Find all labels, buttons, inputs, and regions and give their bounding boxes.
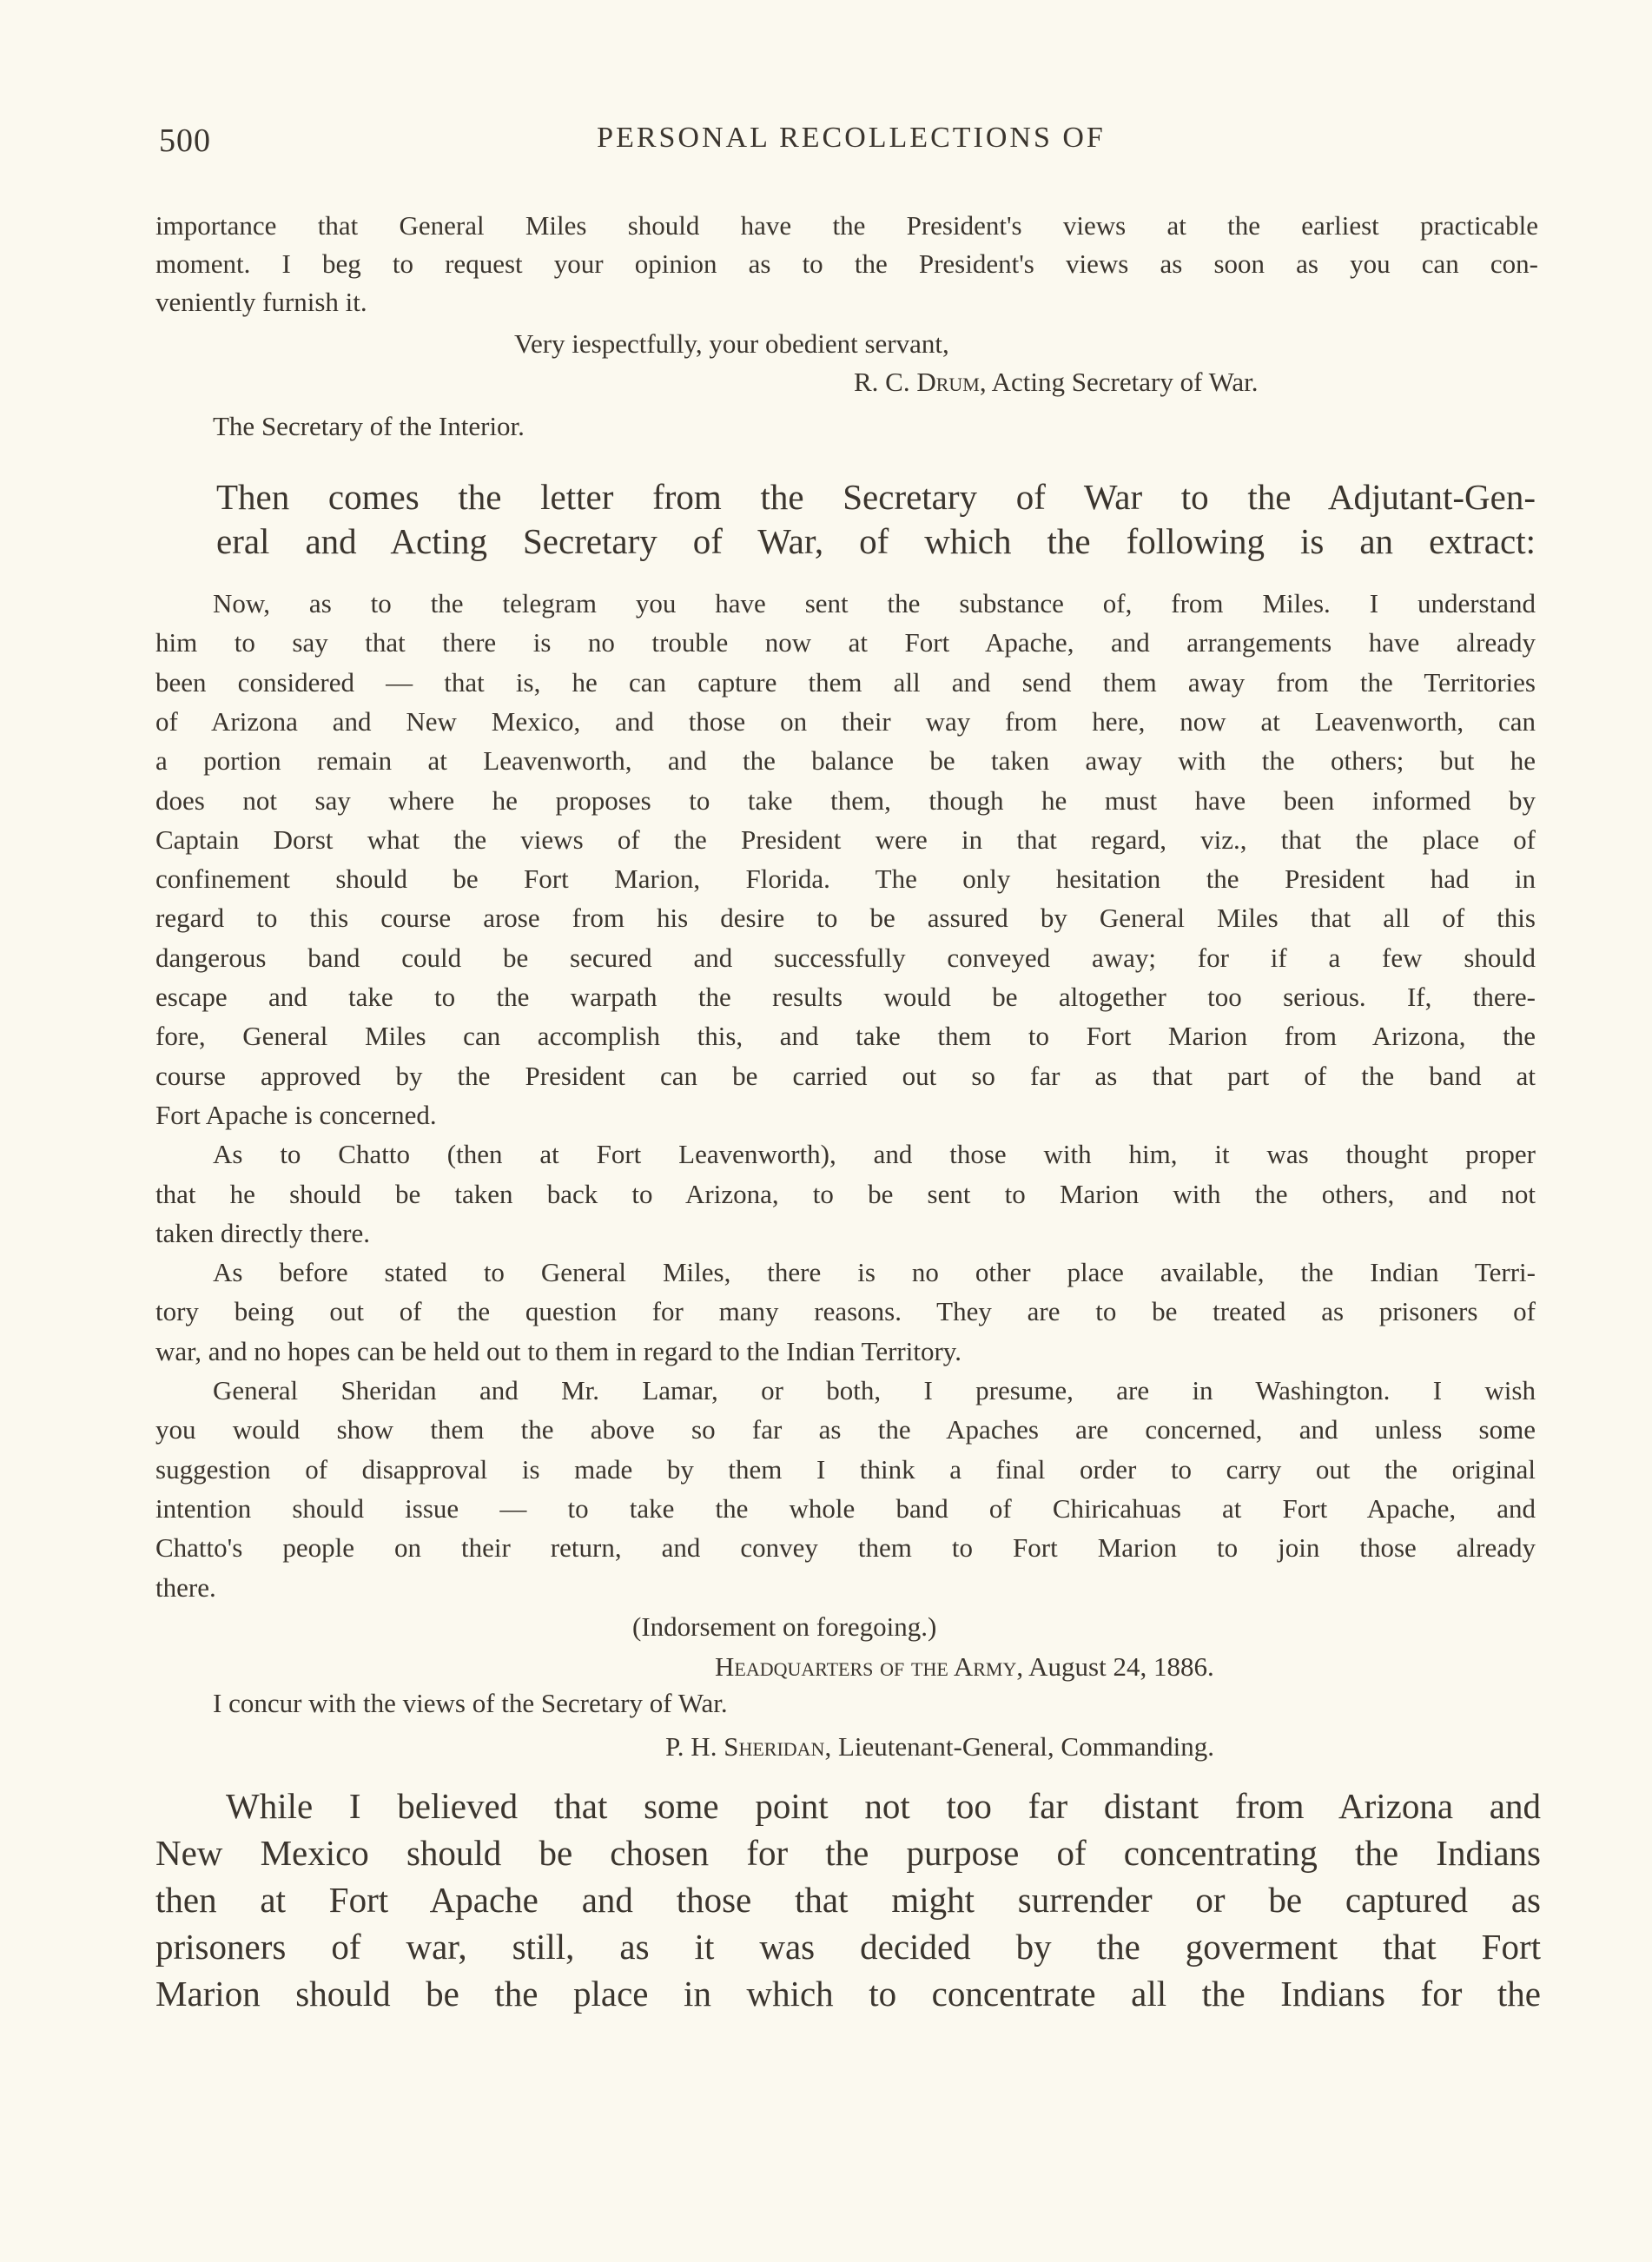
text-line: Now, as to the telegram you have sent the substance of, from Miles. I understand	[213, 588, 1536, 618]
page-number: 500	[159, 122, 211, 159]
text-line: moment. I beg to request your opinion as to the President's views as soon as you can con-	[155, 248, 1538, 279]
running-title: PERSONAL RECOLLECTIONS OF	[597, 122, 1106, 154]
text-line: him to say that there is no trouble now at Fort Apache, and arrangements have already	[155, 627, 1536, 658]
text-line: General Sheridan and Mr. Lamar, or both, I presume, are in Washington. I wish	[213, 1375, 1536, 1405]
text-line: there.	[155, 1571, 216, 1603]
signature-initials: P. H.	[665, 1731, 724, 1762]
text-line: Fort Apache is concerned.	[155, 1099, 437, 1130]
text-line: While I believed that some point not too far distant from Arizona and	[226, 1786, 1541, 1826]
text-line: then at Fort Apache and those that might surrender or be captured as	[155, 1880, 1541, 1920]
text-line: eral and Acting Secretary of War, of which the following is an extract:	[216, 521, 1536, 561]
text-line: escape and take to the warpath the results would be altogether too serious. If, there-	[155, 982, 1536, 1012]
signature-title: , Lieutenant-General, Commanding.	[824, 1731, 1214, 1762]
text-line: Then comes the letter from the Secretary of War to the Adjutant-Gen-	[216, 477, 1536, 517]
indorsement-text: I concur with the views of the Secretary of War.	[213, 1688, 728, 1718]
text-line: New Mexico should be chosen for the purpose of concentrating the Indians	[155, 1833, 1541, 1873]
text-line: confinement should be Fort Marion, Florida. The only hesitation the President had in	[155, 863, 1536, 895]
signature-name: Drum	[916, 367, 980, 397]
letter-signature	[854, 367, 1259, 398]
text-line: does not say where he proposes to take them, though he must have been informed by	[155, 784, 1536, 816]
text-line: course approved by the President can be carried out so far as that part of the band at	[155, 1060, 1536, 1091]
dateline-date: , August 24, 1886.	[1016, 1651, 1214, 1682]
signature-name: Sheridan	[724, 1731, 825, 1762]
dateline-place: Headquarters of the Army	[715, 1651, 1017, 1682]
text-line: a portion remain at Leavenworth, and the balance be taken away with the others; but he	[155, 745, 1536, 777]
text-line: As before stated to General Miles, there is no other place available, the Indian Terri-	[213, 1257, 1536, 1288]
letter-addressee: The Secretary of the Interior.	[213, 411, 525, 441]
letter-closing: Very iespectfully, your obedient servant,	[514, 328, 949, 359]
text-line: veniently furnish it.	[155, 287, 367, 317]
text-line: been considered — that is, he can capture them all and send them away from the Territories	[155, 666, 1536, 698]
indorsement-heading: (Indorsement on foregoing.)	[632, 1611, 937, 1642]
text-line: that he should be taken back to Arizona, to be sent to Marion with the others, and not	[155, 1178, 1536, 1209]
signature-initials: R. C.	[854, 367, 917, 397]
text-line: regard to this course arose from his desire to be assured by General Miles that all of this	[155, 903, 1536, 934]
text-line: importance that General Miles should have the President's views at the earliest practicable	[155, 210, 1538, 241]
text-line: war, and no hopes can be held out to them in regard to the Indian Territory.	[155, 1335, 962, 1366]
text-line: Marion should be the place in which to concentrate all the Indians for the	[155, 1974, 1541, 2014]
text-line: tory being out of the question for many reasons. They are to be treated as prisoners of	[155, 1296, 1536, 1327]
text-line: As to Chatto (then at Fort Leavenworth), and those with him, it was thought proper	[213, 1139, 1536, 1170]
text-line: prisoners of war, still, as it was decided by the goverment that Fort	[155, 1927, 1541, 1967]
text-line: suggestion of disapproval is made by them I think a final order to carry out the original	[155, 1453, 1536, 1485]
text-line: intention should issue — to take the whole band of Chiricahuas at Fort Apache, and	[155, 1492, 1536, 1524]
signature-title: , Acting Secretary of War.	[979, 367, 1259, 397]
indorsement-dateline	[715, 1651, 1214, 1683]
text-line: Chatto's people on their return, and convey them to Fort Marion to join those already	[155, 1532, 1536, 1564]
text-line: dangerous band could be secured and successfully conveyed away; for if a few should	[155, 942, 1536, 973]
text-line: of Arizona and New Mexico, and those on their way from here, now at Leavenworth, can	[155, 705, 1536, 737]
text-line: Captain Dorst what the views of the President were in that regard, viz., that the place of	[155, 823, 1536, 855]
indorsement-signature	[665, 1731, 1214, 1763]
text-line: taken directly there.	[155, 1217, 371, 1248]
text-line: you would show them the above so far as the Apaches are concerned, and unless some	[155, 1414, 1536, 1445]
text-line: fore, General Miles can accomplish this, and take them to Fort Marion from Arizona, the	[155, 1021, 1536, 1052]
